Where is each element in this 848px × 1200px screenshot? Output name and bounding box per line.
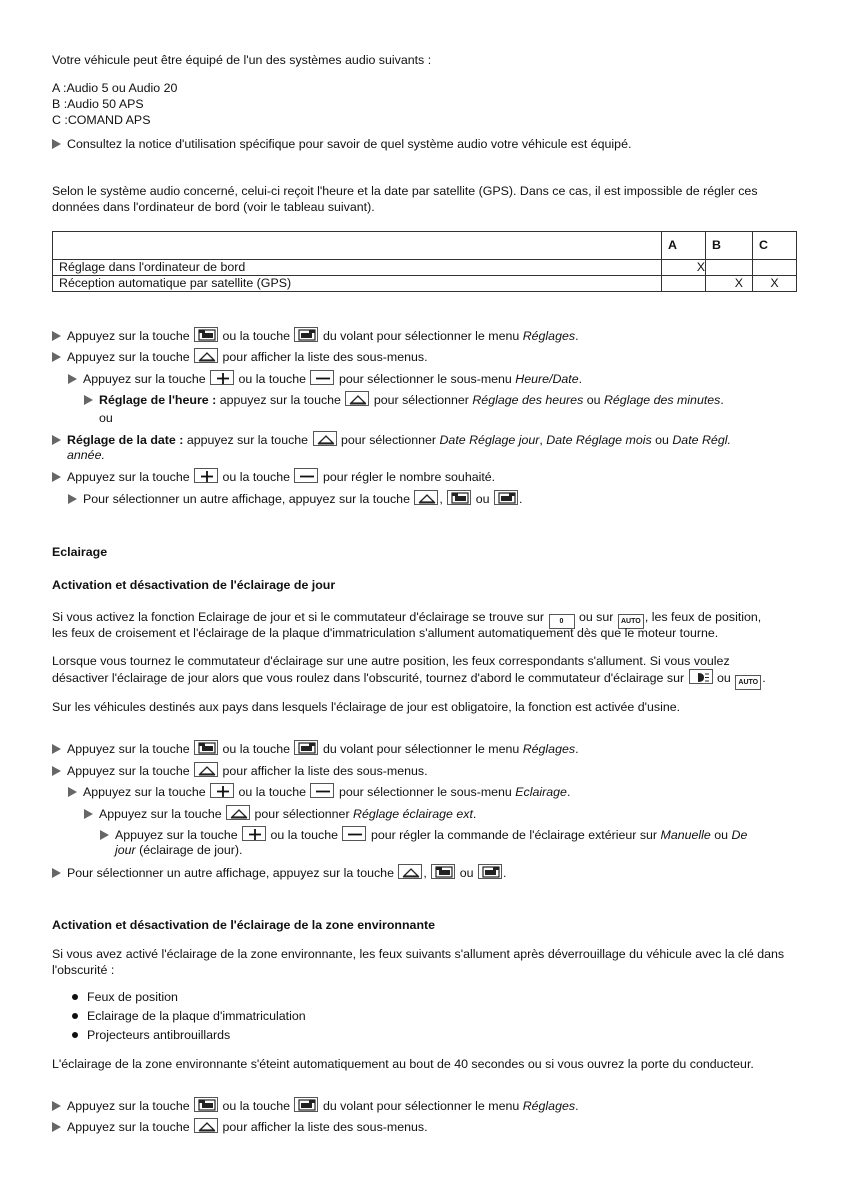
menu-next-key-icon (478, 864, 502, 879)
paragraph-cont: les feux de croisement et l'éclairage de la plaque d'immatriculation s'allument automatiquement dès que le moteur tourne. (52, 626, 719, 640)
arrow-right-icon (52, 1101, 61, 1111)
table-row: Réglage dans l'ordinateur de bord X (53, 260, 797, 276)
step-line: Appuyez sur la touche pour afficher la liste des sous-menus. (52, 1118, 792, 1135)
ok-key-icon (345, 391, 369, 406)
paragraph: Sur les véhicules destinés aux pays dans lesquels l'éclairage de jour est obligatoire, la fonction est activée d'usine. (52, 700, 681, 714)
arrow-right-icon (52, 139, 61, 149)
list-item: A :Audio 5 ou Audio 20 (52, 81, 178, 95)
arrow-right-icon (68, 494, 77, 504)
menu-prev-key-icon (447, 490, 471, 505)
paragraph: Si vous avez activé l'éclairage de la zone environnante, les feux suivants s'allument après déverrouillage du véhicule avec la clé dans l'obscurité : (52, 947, 785, 977)
minus-key-icon (294, 468, 318, 483)
table-header: B (706, 232, 753, 260)
ok-key-icon (194, 348, 218, 363)
step-line: Appuyez sur la touche pour afficher la liste des sous-menus. (52, 348, 792, 365)
intro-paragraph: Votre véhicule peut être équipé de l'un des systèmes audio suivants : (52, 53, 432, 67)
note-line: Consultez la notice d'utilisation spécifique pour savoir de quel système audio votre véhicule est équipé. (52, 136, 792, 152)
bullet-icon (72, 1013, 78, 1019)
ok-key-icon (194, 762, 218, 777)
ok-key-icon (313, 431, 337, 446)
section-subtitle: Activation et désactivation de l'éclairage de jour (52, 578, 336, 592)
arrow-right-icon (52, 744, 61, 754)
plus-key-icon (210, 370, 234, 385)
plus-key-icon (194, 468, 218, 483)
list-item: B :Audio 50 APS (52, 97, 144, 111)
menu-prev-key-icon (431, 864, 455, 879)
auto-key-icon: AUTO (618, 614, 644, 629)
step-line: Appuyez sur la touche ou la touche du volant pour sélectionner le menu Réglages. (52, 1097, 792, 1114)
menu-prev-key-icon (194, 740, 218, 755)
zero-key-icon: 0 (549, 614, 575, 629)
ok-key-icon (226, 805, 250, 820)
menu-next-key-icon (294, 327, 318, 342)
table-row: Réception automatique par satellite (GPS) X X (53, 276, 797, 292)
step-line: Appuyez sur la touche ou la touche pour sélectionner le sous-menu Eclairage. (68, 783, 808, 800)
table-header: A (662, 232, 706, 260)
arrow-right-icon (52, 868, 61, 878)
table-header: C (753, 232, 797, 260)
paragraph: Si vous activez la fonction Eclairage de jour et si le commutateur d'éclairage se trouve sur 0 ou sur AUTO , les feux de position, (52, 609, 792, 629)
ok-key-icon (398, 864, 422, 879)
table-header (53, 232, 662, 260)
audio-list (52, 80, 792, 128)
step-line: Réglage de la date : appuyez sur la touche pour sélectionner Date Réglage jour, Date Réglage mois ou Date Régl. (52, 431, 792, 448)
minus-key-icon (310, 783, 334, 798)
list-item: Eclairage de la plaque d'immatriculation (72, 1008, 812, 1027)
audio-table (52, 231, 797, 292)
list-item: Projecteurs antibrouillards (72, 1027, 812, 1046)
menu-prev-key-icon (194, 327, 218, 342)
light-switch-icon (689, 669, 713, 684)
arrow-right-icon (52, 435, 61, 445)
step-line: Pour sélectionner un autre affichage, appuyez sur la touche , ou . (68, 490, 808, 507)
step-line: Pour sélectionner un autre affichage, appuyez sur la touche , ou . (52, 864, 792, 881)
bullet-list (72, 989, 812, 1046)
arrow-right-icon (100, 830, 109, 840)
list-item: C :COMAND APS (52, 113, 151, 127)
step-line: Appuyez sur la touche ou la touche du volant pour sélectionner le menu Réglages. (52, 740, 792, 757)
minus-key-icon (342, 826, 366, 841)
step-line: Réglage de l'heure : appuyez sur la touche pour sélectionner Réglage des heures ou Réglage des minutes. (84, 391, 764, 408)
step-line: Appuyez sur la touche pour sélectionner Réglage éclairage ext. (84, 805, 824, 822)
step-line: Appuyez sur la touche pour afficher la liste des sous-menus. (52, 762, 792, 779)
arrow-right-icon (84, 395, 93, 405)
ok-key-icon (414, 490, 438, 505)
gps-paragraph: Selon le système audio concerné, celui-ci reçoit l'heure et la date par satellite (GPS). Dans ce cas, il est impossible de régler ces données dans l'ordinateur de bord (voir le tableau suivant). (52, 184, 758, 214)
bullet-icon (72, 994, 78, 1000)
minus-key-icon (310, 370, 334, 385)
menu-prev-key-icon (194, 1097, 218, 1112)
auto-key-icon: AUTO (735, 675, 761, 690)
plus-key-icon (242, 826, 266, 841)
or-line: ou (99, 411, 113, 425)
arrow-right-icon (52, 766, 61, 776)
date-option-cont: année. (67, 448, 105, 462)
step-line: Appuyez sur la touche ou la touche du volant pour sélectionner le menu Réglages. (52, 327, 792, 344)
paragraph-cont: désactiver l'éclairage de jour alors que vous roulez dans l'obscurité, tournez d'abord le commutateur d'éclairage sur ou AUTO . (52, 669, 812, 690)
arrow-right-icon (68, 787, 77, 797)
step-line-cont: jour (éclairage de jour). (115, 843, 243, 857)
ok-key-icon (194, 1118, 218, 1133)
menu-next-key-icon (294, 1097, 318, 1112)
step-line: Appuyez sur la touche ou la touche pour sélectionner le sous-menu Heure/Date. (68, 370, 808, 387)
step-line: Appuyez sur la touche ou la touche pour régler la commande de l'éclairage extérieur sur Manuelle ou De (100, 826, 800, 843)
arrow-right-icon (52, 1122, 61, 1132)
section-subtitle: Activation et désactivation de l'éclairage de la zone environnante (52, 918, 436, 932)
list-item: Feux de position (72, 989, 812, 1008)
paragraph: Lorsque vous tournez le commutateur d'éclairage sur une autre position, les feux correspondants s'allument. Si vous voulez (52, 654, 730, 668)
paragraph: L'éclairage de la zone environnante s'éteint automatiquement au bout de 40 secondes ou si vous ouvrez la porte du conducteur. (52, 1057, 754, 1071)
arrow-right-icon (68, 374, 77, 384)
arrow-right-icon (84, 809, 93, 819)
section-title: Eclairage (52, 545, 108, 559)
menu-next-key-icon (294, 740, 318, 755)
arrow-right-icon (52, 472, 61, 482)
menu-next-key-icon (494, 490, 518, 505)
bullet-icon (72, 1032, 78, 1038)
plus-key-icon (210, 783, 234, 798)
arrow-right-icon (52, 331, 61, 341)
arrow-right-icon (52, 352, 61, 362)
step-line: Appuyez sur la touche ou la touche pour régler le nombre souhaité. (52, 468, 792, 485)
